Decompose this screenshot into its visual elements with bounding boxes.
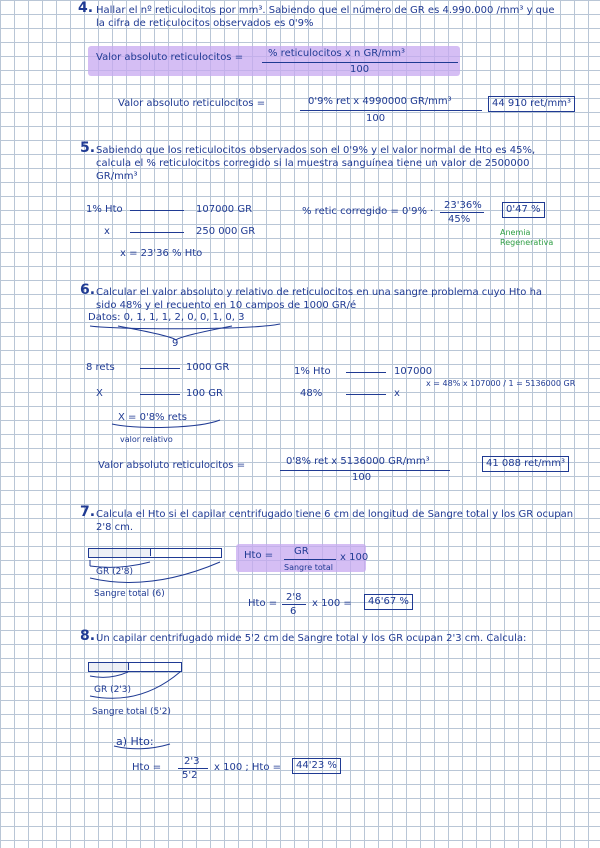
- p8a-hto-a-right: 107000: [394, 366, 433, 377]
- p8-label-total: Sangre total (5'2): [92, 707, 171, 717]
- p7-formula-rhs: x 100: [340, 552, 369, 563]
- p5-result-box: 0'47 %: [502, 202, 545, 218]
- p4-formula-numerator: % reticulocitos x n GR/mm³: [268, 48, 406, 59]
- p7-label-gr: GR (2'8): [96, 567, 134, 577]
- p8a-hto-a-left: 1% Hto: [294, 366, 331, 377]
- p8a-hto-b-right: x: [394, 388, 400, 399]
- p5-rule-b-left: x: [104, 226, 110, 237]
- p8a-result: X = 0'8% rets: [118, 412, 187, 423]
- p8a-hto-b-left: 48%: [300, 388, 323, 399]
- p8a-rule-a-left: 8 rets: [86, 362, 115, 373]
- problem-5-statement: Sabiendo que los reticulocitos observados son el 0'9% y el valor normal de Hto es 45%, calcula el % reticulocitos corregido si la muestra sanguínea tiene un valor de 2500000 GR/mm³: [96, 145, 536, 182]
- p6-data-total: 9: [172, 338, 179, 349]
- problem-6-statement: Calcular el valor absoluto y relativo de reticulocitos en una sangre problema cuyo Hto ha sido 48% y el recuento en 10 campos de 1000 GR/é: [96, 287, 543, 311]
- p5-corrected-numerator: 23'36%: [444, 200, 482, 211]
- p4-formula-lhs: Valor absoluto reticulocitos =: [96, 52, 244, 63]
- p8a-rule-b-left: X: [96, 388, 103, 399]
- problem-8-statement: Un capilar centrifugado mide 5'2 cm de Sangre total y los GR ocupan 2'3 cm. Calcula:: [96, 633, 527, 644]
- p4-result-box: 44 910 ret/mm³: [488, 96, 575, 112]
- p5-corrected-denominator: 45%: [448, 214, 471, 225]
- p8-calc-numerator: 2'3: [184, 756, 200, 767]
- p7-result-box: 46'67 %: [364, 594, 413, 610]
- p8a-abs-denominator: 100: [352, 472, 372, 483]
- problem-4-number: 4.: [78, 0, 94, 16]
- p4-calc-numerator: 0'9% ret x 4990000 GR/mm³: [308, 96, 452, 107]
- p7-formula-lhs: Hto =: [244, 550, 274, 561]
- p5-rule-b-right: 250 000 GR: [196, 226, 256, 237]
- p4-formula-denominator: 100: [350, 64, 370, 75]
- p7-formula-denominator: Sangre total: [284, 563, 333, 572]
- p5-corrected-lhs: % retic corregido = 0'9% ·: [302, 206, 434, 217]
- problem-6-number: 6.: [80, 282, 96, 298]
- p8a-result-caption: valor relativo: [120, 435, 173, 444]
- p5-rule-a-right: 107000 GR: [196, 204, 253, 215]
- p7-calc-numerator: 2'8: [286, 592, 302, 603]
- p8a-abs-numerator: 0'8% ret x 5136000 GR/mm³: [286, 456, 430, 467]
- p8a-abs-lhs: Valor absoluto reticulocitos =: [98, 460, 246, 471]
- p5-note-regenerativa: Regenerativa: [500, 238, 554, 247]
- problem-5-number: 5.: [80, 140, 96, 156]
- p8a-hto-calc: x = 48% x 107000 / 1 = 5136000 GR: [426, 379, 576, 388]
- p7-calc-denominator: 6: [290, 606, 297, 617]
- p4-calc-denominator: 100: [366, 113, 386, 124]
- problem-7-number: 7.: [80, 504, 96, 520]
- p8a-rule-a-right: 1000 GR: [186, 362, 230, 373]
- p8-subitem-a: a) Hto:: [116, 735, 154, 748]
- p7-formula-numerator: GR: [294, 546, 309, 557]
- p8-result-box: 44'23 %: [292, 758, 341, 774]
- p8a-rule-b-right: 100 GR: [186, 388, 223, 399]
- problem-4-statement: Hallar el nº reticulocitos por mm³. Sabiendo que el número de GR es 4.990.000 /mm³ y que la cifra de reticulocitos observados es 0'9%: [96, 5, 555, 29]
- p8a-result-box: 41 088 ret/mm³: [482, 456, 569, 472]
- p5-note-anemia: Anemia: [500, 228, 531, 237]
- p7-label-total: Sangre total (6): [94, 589, 165, 599]
- p8-calc-rhs: x 100 ; Hto =: [214, 762, 282, 773]
- p7-calc-lhs: Hto =: [248, 598, 278, 609]
- p5-rule-result: x = 23'36 % Hto: [120, 248, 203, 259]
- p5-rule-a-left: 1% Hto: [86, 204, 123, 215]
- problem-7-statement: Calcula el Hto si el capilar centrifugado tiene 6 cm de longitud de Sangre total y los GR ocupan 2'8 cm.: [96, 509, 574, 533]
- p6-data: Datos: 0, 1, 1, 1, 2, 0, 0, 1, 0, 3: [88, 312, 245, 323]
- p8-calc-denominator: 5'2: [182, 770, 198, 781]
- problem-8-number: 8.: [80, 628, 96, 644]
- p8-calc-lhs: Hto =: [132, 762, 162, 773]
- p7-calc-rhs: x 100 =: [312, 598, 352, 609]
- p4-calc-lhs: Valor absoluto reticulocitos =: [118, 98, 266, 109]
- p8-label-gr: GR (2'3): [94, 685, 132, 695]
